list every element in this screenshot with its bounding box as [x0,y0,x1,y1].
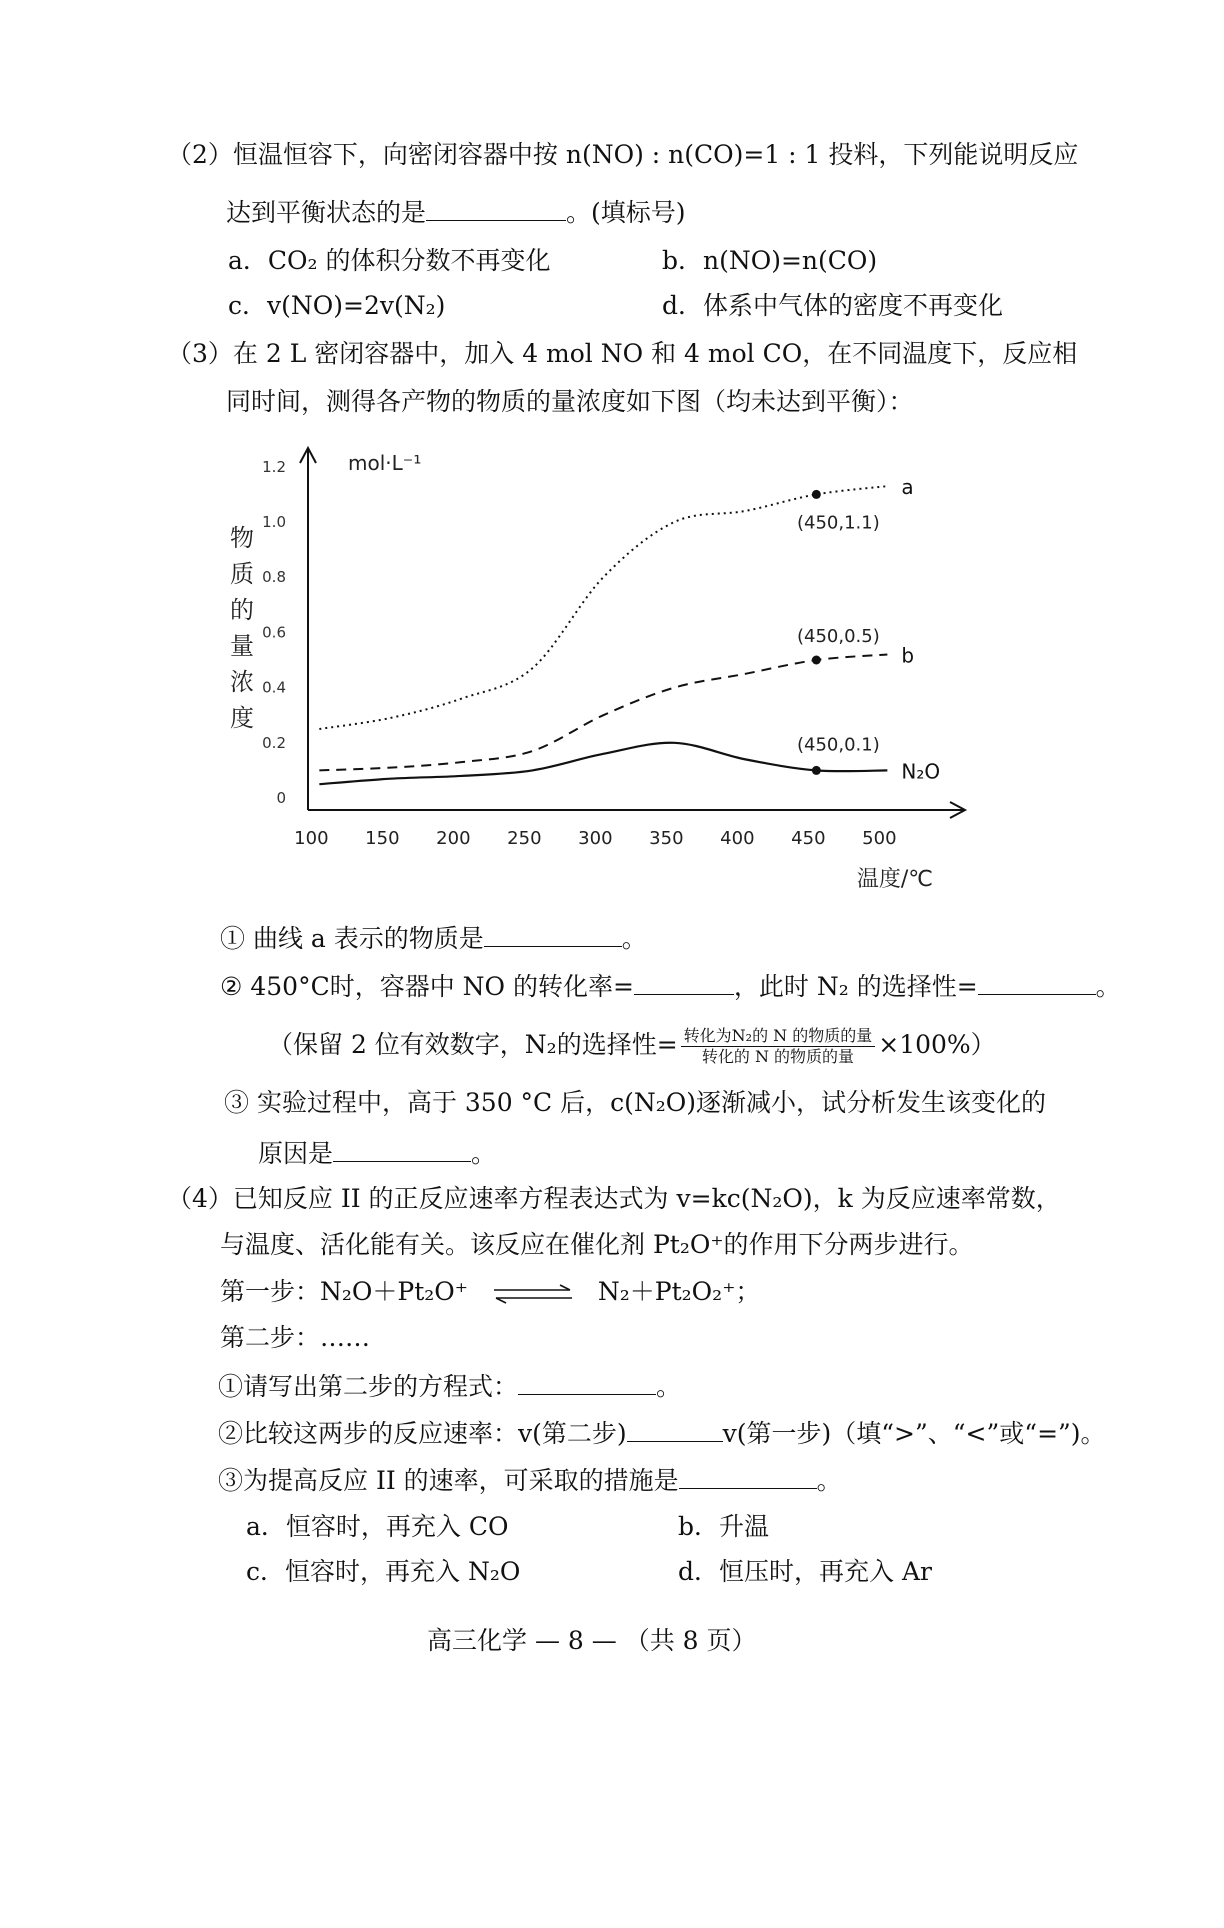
q3-sub2-part2: ，此时 N₂ 的选择性= [733,972,978,1001]
x-tick-label: 450 [791,828,826,849]
y-unit-label: mol·L⁻¹ [348,451,422,475]
q4-sub1 [218,1370,681,1403]
q3-note-before: （保留 2 位有效数字，N₂的选择性= [268,1030,678,1059]
x-tick-label: 300 [578,828,613,849]
y-tick-label: 0.2 [262,733,286,752]
x-tick-label: 500 [862,828,897,849]
q3-sub1 [220,922,647,955]
q4-step2: 第二步：…… [220,1323,371,1352]
y-axis-title-char: 质 [230,560,254,588]
q4-option-c: c．恒容时，再充入 N₂O [246,1557,521,1586]
series-name-label: b [901,643,915,668]
x-tick-label: 100 [294,828,329,849]
q4-sub2-after: v(第一步)（填“>”、“<”或“=”)。 [722,1419,1106,1448]
q4-sub2-before: ②比较这两步的反应速率：v(第二步) [218,1419,627,1448]
q2-option-d: d．体系中气体的密度不再变化 [662,291,1004,320]
q2-answer-blank[interactable] [426,196,566,221]
q4-stem-line2: 与温度、活化能有关。该反应在催化剂 Pt₂O⁺的作用下分两步进行。 [220,1230,974,1259]
annotation-point [812,766,821,775]
q3-sub2-blank-conversion[interactable] [634,970,734,995]
q4-sub3-after: 。 [816,1466,842,1495]
selectivity-fraction [681,1027,876,1066]
y-tick-label: 1.0 [262,513,286,531]
q2-option-b: b．n(NO)=n(CO) [662,246,878,275]
x-tick-label: 400 [720,828,755,849]
y-axis-title-char: 量 [230,632,254,660]
y-axis-title-char: 物 [230,524,254,552]
y-axis-title-char: 浓 [230,668,254,696]
q3-sub3-before: 原因是 [258,1139,334,1168]
q4-sub3-blank[interactable] [679,1464,817,1489]
q3-note-after: ×100%） [878,1030,996,1059]
q3-sub2-blank-selectivity[interactable] [978,970,1096,995]
q4-sub3-before: ③为提高反应 II 的速率，可采取的措施是 [218,1466,679,1495]
x-tick-label: 150 [365,828,400,849]
q4-sub1-blank[interactable] [518,1370,656,1395]
q2-option-a: a．CO₂ 的体积分数不再变化 [228,246,551,275]
q4-step1-right: N₂＋Pt₂O₂⁺； [597,1277,761,1306]
x-tick-label: 200 [436,828,471,849]
q2-stem-line2 [226,196,686,229]
q4-sub3 [218,1464,842,1497]
annotation-label: (450,1.1) [796,512,880,534]
q2-stem-line2-after: 。(填标号) [566,198,686,227]
series-name-label: a [901,475,914,500]
x-axis-title: 温度/℃ [856,867,933,890]
y-tick-label: 0 [276,789,286,807]
q3-sub2-part1: ② 450°C时，容器中 NO 的转化率= [220,972,634,1001]
annotation-point [812,490,821,499]
q3-stem-line2: 同时间，测得各产物的物质的量浓度如下图（均未达到平衡）： [226,387,914,416]
q3-sub1-before: ① 曲线 a 表示的物质是 [220,924,484,953]
q4-sub1-after: 。 [656,1372,682,1401]
q3-sub1-blank[interactable] [484,922,622,947]
q3-sub3-line1: ③ 实验过程中，高于 350 °C 后，c(N₂O)逐渐减小，试分析发生该变化的 [224,1088,1047,1117]
q4-step1-left: 第一步：N₂O＋Pt₂O⁺ [220,1277,468,1306]
y-axis-title-char: 度 [230,704,254,732]
q2-stem-line1: （2）恒温恒容下，向密闭容器中按 n(NO) : n(CO)=1 : 1 投料，下列能说明反应 [167,140,1079,169]
chart-labels [230,451,940,890]
q2-option-c: c．v(NO)=2v(N₂) [228,291,446,320]
q4-option-d: d．恒压时，再充入 Ar [678,1557,932,1586]
q4-sub1-before: ①请写出第二步的方程式： [218,1372,519,1401]
q3-sub1-after: 。 [621,924,647,953]
q4-sub2 [218,1417,1106,1450]
q4-sub2-blank[interactable] [627,1417,723,1442]
q3-note [268,1027,996,1066]
annotation-label: (450,0.5) [796,626,880,647]
equilibrium-arrow-icon [490,1283,576,1305]
q4-stem-line1: （4）已知反应 II 的正反应速率方程表达式为 v=kc(N₂O)，k 为反应速率常数， [167,1184,1061,1213]
fraction-numerator: 转化为N₂的 N 的物质的量 [681,1027,876,1047]
x-tick-label: 250 [507,828,542,849]
x-tick-label: 350 [649,828,684,849]
q2-stem-line2-before: 达到平衡状态的是 [226,198,427,227]
y-tick-label: 1.2 [262,457,286,476]
q3-sub3-line2 [258,1137,496,1170]
q4-option-a: a．恒容时，再充入 CO [246,1512,509,1541]
q3-sub2 [220,970,1121,1003]
q4-option-b: b．升温 [678,1512,770,1541]
concentration-temperature-chart [200,430,1000,890]
series-name-label: N₂O [901,759,941,784]
annotation-point [812,656,821,665]
q3-sub2-part3: 。 [1095,972,1121,1001]
y-axis-title-char: 的 [230,596,254,624]
y-tick-label: 0.4 [262,678,286,697]
annotation-label: (450,0.1) [796,734,880,756]
page-footer: 高三化学 — 8 — （共 8 页） [427,1626,757,1655]
fraction-denominator: 转化的 N 的物质的量 [701,1047,855,1066]
y-tick-label: 0.8 [262,568,286,587]
q3-stem-line1: （3）在 2 L 密闭容器中，加入 4 mol NO 和 4 mol CO，在不同温度下，反应相 [167,339,1078,368]
y-tick-label: 0.6 [262,623,286,642]
q3-sub3-after: 。 [471,1139,497,1168]
q3-sub3-blank[interactable] [333,1137,471,1162]
q4-step1 [220,1276,760,1308]
